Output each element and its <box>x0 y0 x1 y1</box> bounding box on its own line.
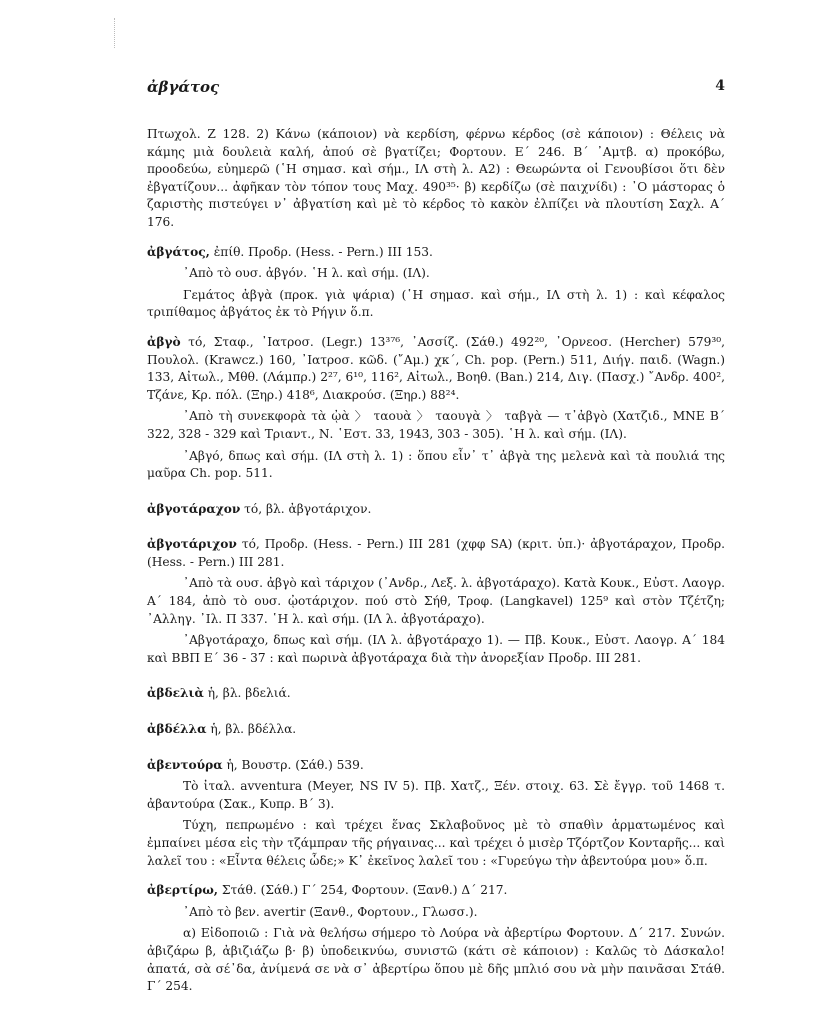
entry-avgotaraxon-headline <box>147 501 725 519</box>
scan-edge-mark <box>114 18 119 48</box>
lemma: ἀβδελιὰ <box>147 686 204 701</box>
entry-sense: α) Εἰδοποιῶ : Γιὰ νὰ θελήσω σήμερο τὸ Λούρα νὰ ἀβερτίρω Φορτουν. Δ΄ 217. Συνών. ἀβιζάρω β, ἀβιζιάζω β· β) ὑποδεικνύω, συνιστῶ (κάτι σὲ κάποιον) : Καλῶς τὸ Δάσκαλο! ἀπατά, σὰ σέ᾿δα, ἀνίμενά σε νὰ σ᾿ ἀβερτίρω ὅπου μὲ δῆς μπλιό σου νὰ μὴν παινᾶσαι Στάθ. Γ΄ 254. <box>147 926 725 994</box>
entry-sense: Τύχη, πεπρωμένο : καὶ τρέχει ἕνας Σκλαβοῦνος μὲ τὸ σπαθὶν ἁρματωμένος καὶ ἐμπαίνει μέσα εἰς τὴν τζάμπραν τῆς ρήγαινας... καὶ τρέχει ὁ μισὲρ Τζόρτζον Κονταρῆς... καὶ λαλεῖ του : «Εἶντα θέλεις ὧδε;» Κ᾿ ἐκεῖνος λαλεῖ του : «Γυρεύγω τὴν ἀβεντούρα μου» ὅ.π. <box>147 818 725 868</box>
entry-avgo-headline <box>147 334 725 404</box>
entry-sources: ἐπίθ. Προδρ. (Hess. - Pern.) ΙΙΙ 153. <box>209 244 433 259</box>
entry-etymology: ᾿Απὸ τὸ βεν. avertir (Ξανθ., Φορτουν., Γλωσσ.). <box>183 904 478 919</box>
entry-crossref: ἡ, βλ. βδέλλα. <box>206 722 297 737</box>
entry-avdella-headline <box>147 721 725 739</box>
page-number: 4 <box>715 78 725 94</box>
lemma: ἀβδέλλα <box>147 722 207 737</box>
entry-sense: ᾿Αβγοτάραχο, δπως καὶ σήμ. (ΙΛ λ. ἀβγοτάραχο 1). — Πβ. Κουκ., Εὐστ. Λαογρ. Α΄ 184 καὶ ΒΒΠ Ε΄ 36 - 37 : καὶ πωρινὰ ἀβγοτάραχα διὰ τὴν ἀνορεξίαν Προδρ. ΙΙΙ 281. <box>147 633 725 665</box>
entry-etymology: ᾿Απὸ τὰ ουσ. ἀβγὸ καὶ τάριχον (᾿Ανδρ., Λεξ. λ. ἀβγοτάραχο). Κατὰ Κουκ., Εὐστ. Λαογρ. Α΄ 184, ἀπὸ τὸ ουσ. ᾠοτάριχον. πού στὸ Σήθ, Τροφ. (Langkavel) 125⁹ καὶ στὸν Τζέτζη; ᾿Αλληγ. ᾿Ιλ. Π 337. ῾Η λ. καὶ σήμ. (ΙΛ λ. ἀβγοτάραχο). <box>147 576 725 626</box>
entry-etymology: Τὸ ἰταλ. avventura (Meyer, NS IV 5). Πβ. Χατζ., Ξέν. στοιχ. 63. Σὲ ἔγγρ. τοῦ 1468 τ. ἀβαντούρα (Σακ., Κυπρ. Β΄ 3). <box>147 779 725 811</box>
entry-sense: ᾿Αβγό, δπως καὶ σήμ. (ΙΛ στὴ λ. 1) : ὅπου εἶν᾿ τ᾿ ἀβγὰ της μελενὰ καὶ τὰ πουλιά της μαῦρα Ch. pop. 511. <box>147 448 725 481</box>
running-head <box>147 78 725 104</box>
entry-sources: Στάθ. (Σάθ.) Γ΄ 254, Φορτουν. (Ξανθ.) Δ΄ 217. <box>218 883 508 898</box>
entry-sources: τό, Προδρ. (Hess. - Pern.) ΙΙΙ 281 (χφφ SA) (κριτ. ὑπ.)· ἀβγοτάραχον, Προδρ. (Hess. - Pern.) ΙΙΙ 281. <box>147 537 725 569</box>
entry-etymology: ᾿Απὸ τὴ συνεκφορὰ τὰ ᾠὰ 〉 ταουὰ 〉 ταουγὰ 〉 ταβγὰ — τ᾿ἀβγὸ (Χατζιδ., ΜΝΕ Β΄ 322, 328 - 329 καὶ Τριαντ., Ν. ῾Εστ. 33, 1943, 303 - 305). ῾Η λ. καὶ σήμ. (ΙΛ). <box>147 409 725 441</box>
entry-avertiro-headline <box>147 882 725 900</box>
entry-sources: ἡ, Βουστρ. (Σάθ.) 539. <box>222 757 364 772</box>
entry-avgatos-headline <box>147 244 725 262</box>
entry-sense: Γεμάτος ἀβγὰ (προκ. γιὰ ψάρια) (῾Η σημασ. καὶ σήμ., ΙΛ στὴ λ. 1) : καὶ κέφαλος τριπίθαμος ἀβγάτος ἐκ τὸ Ρήγιν ὅ.π. <box>147 287 725 320</box>
entry-avgotarixon-headline <box>147 536 725 571</box>
entry-sources: τό, Σταφ., ᾿Ιατροσ. (Legr.) 13³⁷⁶, ᾿Ασσίζ. (Σάθ.) 492²⁰, ᾿Ορνεοσ. (Hercher) 579³⁰, Πουλολ. (Krawcz.) 160, ᾿Ιατροσ. κῶδ. (῎Αμ.) χκ΄, Ch. pop. (Pern.) 511, Διήγ. παιδ. (Wagn.) 133, Αἰτωλ., Μθθ. (Λάμπρ.) 2²⁷, 6¹⁰, 116², Αἰτωλ., Βοηθ. (Ban.) 214, Διγ. (Πασχ.) ῎Ανδρ. 400², Τζάνε, Κρ. πόλ. (Ξηρ.) 418⁶, Διακρούσ. (Ξηρ.) 88²⁴. <box>147 334 725 402</box>
entry-avdelia-headline <box>147 685 725 703</box>
entry-crossref: τό, βλ. ἀβγοτάριχον. <box>240 501 372 516</box>
running-headword: ἀβγάτος <box>147 78 220 96</box>
entry-crossref: ἡ, βλ. βδελιά. <box>203 686 291 701</box>
lemma: ἀβεντούρα <box>147 757 223 772</box>
entry-etymology: ᾿Απὸ τὸ ουσ. ἀβγόν. ῾Η λ. καὶ σήμ. (ΙΛ). <box>183 266 430 281</box>
entry-aventoura-headline <box>147 757 725 775</box>
entry-continuation: Πτωχολ. Ζ 128. 2) Κάνω (κάποιον) νὰ κερδίση, φέρνω κέρδος (σὲ κάποιον) : Θέλεις νὰ κάμης μιὰ δουλειὰ καλή, ἀπού σὲ βγατίζει; Φορτουν. Ε΄ 246. Β΄ ᾿Αμτβ. α) προκόβω, προοδεύω, εὐημερῶ (῾Η σημασ. καὶ σήμ., ΙΛ στὴ λ. Α2) : Θεωρώντα οἱ Γενουβίσοι ὅτι δὲν ἐβγατίζουν... ἀφῆκαν τὸν τόπον τους Μαχ. 490³⁵· β) κερδίζω (σὲ παιχνίδι) : ᾿Ο μάστορας ὁ ζαριστὴς πιστεύγει ν᾿ ἀβγατίση καὶ μὲ τὸ κέρδος τὸ κακὸν ἐλπίζει νὰ πλουτίση Σαχλ. Α΄ 176. <box>147 127 725 229</box>
lemma: ἀβερτίρω, <box>147 883 219 898</box>
dictionary-page <box>147 78 725 1000</box>
lemma: ἀβγοτάριχον <box>147 537 237 552</box>
lemma: ἀβγὸ <box>147 334 181 349</box>
lemma: ἀβγοτάραχον <box>147 501 241 516</box>
lemma: ἀβγάτος, <box>147 244 210 259</box>
